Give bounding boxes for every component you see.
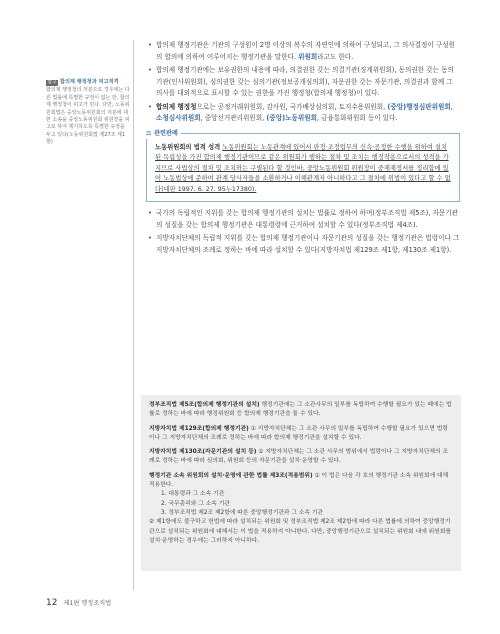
- related-case-body: 노동위원회는 노동관계에 있어서 판정·조정업무의 신속·공정한 수행을 위하여 설치된 독립성을 가진 합의제 행정기관이므로 같은 위원회가 행하는 절차 및 조치는 행정작용으로서의 성격을 가지므로 사법상의 절차 및 조치와는 구별된다 할 것인바, 중앙노동위원회 위원장이 중재재정서를 정리함에 있어 노동법상에 준하여 관계 당사자들을 소환하거나 이해관계자 아니하다고 그 절차에 위법이 있다고 할 수 없다(대판 1997. 6. 27. 95누17380).: [155, 143, 451, 193]
- note-tag: 참고: [47, 79, 57, 85]
- bullet-text: 합의제 행정기관은 기관의 구성원이 2명 이상의 복수의 자연인에 의하여 구성되고, 그 의사결정이 구성원의 합의에 의하여 이루어지는 행정기관을 말한다.: [156, 41, 455, 61]
- sidebar-note-header: [46, 79, 130, 86]
- bullet-list: [148, 40, 460, 125]
- bullet-text: 합의제 행정기관에는 보유권한의 내용에 따라, 의결권한 갖는 의결기관(징계위원회), 동의권한 갖는 동의기관(인사위원회), 심의권한 갖는 심의기관(정보공개심의회), 자문권한 갖는 자문기관, 의결권과 함께 그 의사를 대외적으로 표시할 수 있는 권한을 가진 행정청(합의제 행정청)이 있다.: [156, 66, 454, 97]
- page-number: 12: [46, 598, 58, 608]
- related-case-text: [155, 143, 453, 196]
- statute-entry: [149, 401, 453, 420]
- statute-text: ① 지방자치단체는 그 소관 사무의 범위에서 법령이나 그 지방자치단체의 조례로 정하는 바에 따라 심의회, 위원회 등의 자문기관을 설치·운영할 수 있다.: [149, 449, 449, 465]
- related-case-label: 관련판례: [154, 129, 178, 137]
- statute-items: [149, 490, 453, 518]
- statute-entry: [149, 425, 453, 444]
- column-divider: [133, 40, 134, 590]
- gavel-icon: ⚖: [146, 129, 152, 137]
- bullet-list-2: [148, 208, 460, 256]
- statute-item: 3. 정부조직법 제2조 제2항에 따른 중앙행정기관과 그 소속 기관: [161, 509, 324, 516]
- sidebar-note: [46, 79, 130, 147]
- statute-title: 정부조직법 제5조(합의제 행정기관의 설치): [149, 402, 260, 408]
- statute-tail: [149, 518, 453, 546]
- bullet-text: 지방자치단체의 독립적 지위를 갖는 합의제 행정기관이나 자문기관의 성질을 갖는 행정기관은 법령이나 그 지방자치단체의 조례로 정하는 바에 따라 설치할 수 있다(지방자치법 제129조 제1항, 제130조 제1항).: [156, 234, 460, 254]
- bullet-item: • 합의제 행정청으로는 공정거래위원회, 감사원, 국가배상심의회, 토지수용위원회, (중앙)행정심판위원회, 소청심사위원회, 중앙선거관리위원회, (중앙)노동위원회, 금융통화위원회 등이 있다.: [148, 102, 460, 125]
- statute-entry: [149, 448, 453, 467]
- bullet-text: 국가의 독립적인 지위를 갖는 합의제 행정기관의 설치는 법률로 정하여 하며(정부조직법 제5조), 자문기관의 성질을 갖는 합의제 행정기관은 대통령령에 근거하여 설치할 수 있다(정부조직법 제4조).: [156, 209, 459, 229]
- statute-title: 지방자치법 제129조(합의제 행정기관): [149, 425, 249, 432]
- main-content: [148, 40, 460, 258]
- highlight-term: 위원회: [298, 52, 318, 61]
- statute-item: 2. 국무총리와 그 소속 기관: [161, 500, 230, 507]
- page-footer: [46, 598, 111, 608]
- bullet-tail: 금융통화위원회 등이 있다.: [321, 114, 398, 122]
- related-case-title: 노동위원회의 법적 성격: [155, 143, 221, 151]
- note-title: 합의제 행정청과 피고적격: [59, 79, 119, 85]
- statute-text: ① 지방자치단체는 그 소관 사무의 일부를 독립하여 수행할 필요가 있으면 법령이나 그 지방자치단체의 조례로 정하는 바에 따라 합의제 행정기관을 설치할 수 있다.: [149, 425, 448, 441]
- bullet-lead: 합의제 행정청: [156, 102, 197, 111]
- statute-item: 1. 대통령과 그 소속 기관: [161, 491, 225, 498]
- bullet-item: [148, 233, 460, 256]
- related-case-header: [146, 128, 181, 140]
- bullet-item: [148, 208, 460, 231]
- bullet-item: [148, 40, 460, 63]
- highlight-term: 소청심사위원회: [156, 114, 201, 122]
- bullet-mid: 중앙선거관리위원회,: [204, 114, 265, 122]
- bullet-text: 으로는 공정거래위원회, 감사원, 국가배상심의회, 토지수용위원회,: [196, 102, 386, 111]
- highlight-term: (중앙)노동위원회: [266, 114, 317, 122]
- bullet-item: [148, 65, 460, 100]
- related-case-box: [146, 129, 460, 203]
- statute-title: 행정기관 소속 위원회의 설치·운영에 관한 법률 제3조(적용범위): [149, 472, 313, 479]
- highlight-term: (중앙)행정심판위원회: [387, 102, 451, 111]
- chapter-title: 제1편 행정조직법: [63, 600, 112, 607]
- statute-box: [141, 395, 461, 571]
- bullet-tail: 라고도 한다.: [317, 52, 354, 61]
- statute-text: ① 이 법은 다음 각 호의 행정기관 소속 위원회에 대해 적용한다.: [149, 472, 449, 489]
- statute-entry: [149, 472, 453, 491]
- statute-title: 지방자치법 제130조(자문기관의 설치 등): [149, 449, 257, 456]
- note-body: 합의제 행정청의 처분으로 경우에는 다른 법률에 특별한 규정이 없는 한, 합의제 행정청이 피고가 된다. 다만, 노동위원회법은 중앙노동위원회의 처분에 대한 소송을 중앙노동위원회 위원장을 피고로 하여 제기하도록 특별한 규정을 두고 있다(노동위원회법 제27조 제1항): [46, 87, 130, 146]
- statute-text: 행정기관에는 그 소관사무의 일부를 독립하여 수행할 필요가 있는 때에는 법률로 정하는 바에 따라 행정위원회 등 합의제 행정기관을 둘 수 있다.: [149, 402, 452, 418]
- statute-tail-text: ② 제1항에도 불구하고 헌법에 따라 설치되는 위원회 및 정부조직법 제2조 제2항에 따라 다른 법률에 의하여 중앙행정기관으로 설치되는 위원회에 대해서는 이 법을 적용하지 아니한다. 다만, 중앙행정기관으로 설치되는 위원회 내에 위원회를 설치·운영하는 경우에는 그러하지 아니하다.: [149, 519, 452, 544]
